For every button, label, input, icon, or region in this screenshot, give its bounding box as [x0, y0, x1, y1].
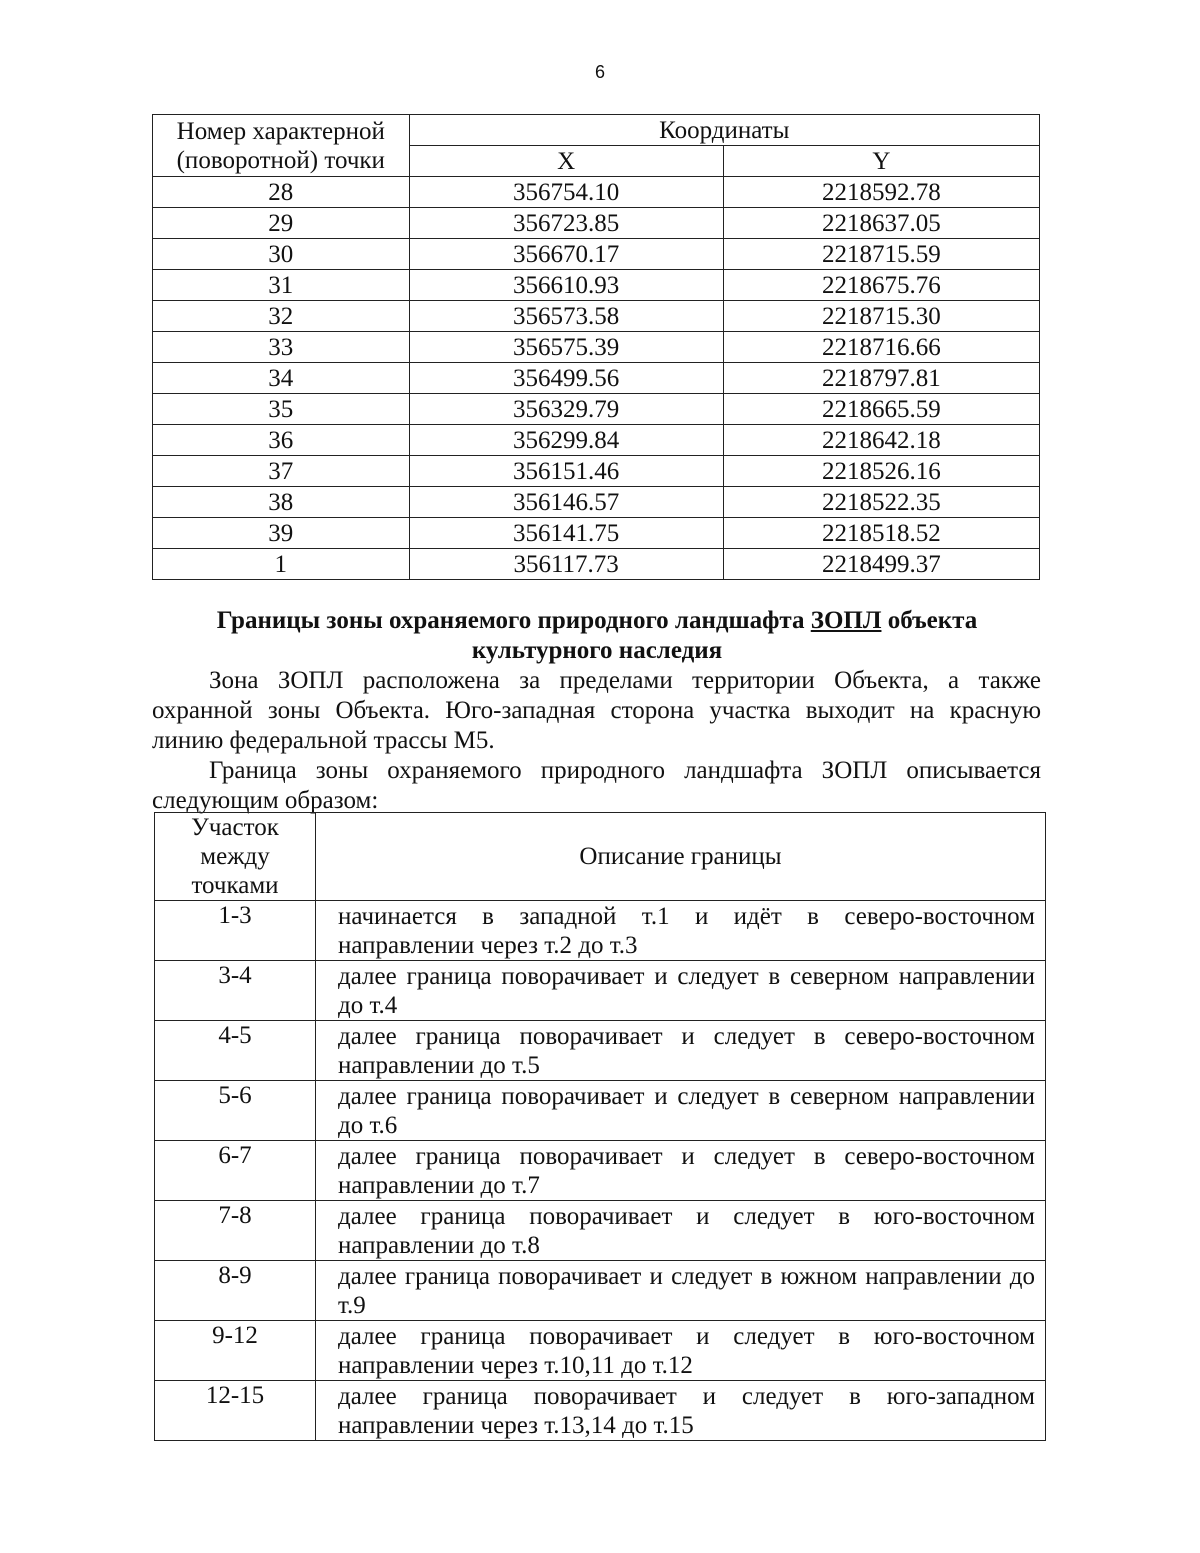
boundary-description-table	[154, 812, 1046, 1441]
y-cell: 2218665.59	[723, 394, 1039, 425]
description-table-body	[155, 901, 1046, 1441]
boundary-row	[155, 1261, 1046, 1321]
point-number-cell: 37	[153, 456, 410, 487]
description-cell: далее граница поворачивает и следует в северном направлении до т.4	[316, 961, 1046, 1021]
point-number-cell: 32	[153, 301, 410, 332]
point-number-cell: 33	[153, 332, 410, 363]
segment-header: Участок между точками	[155, 813, 316, 901]
y-cell: 2218675.76	[723, 270, 1039, 301]
boundary-row	[155, 1201, 1046, 1261]
x-cell: 356141.75	[409, 518, 723, 549]
description-cell: далее граница поворачивает и следует в юго-восточном направлении через т.10,11 до т.12	[316, 1321, 1046, 1381]
point-number-cell: 29	[153, 208, 410, 239]
section-title-part2: объекта культурного наследия	[471, 607, 978, 664]
point-number-cell: 28	[153, 177, 410, 208]
boundary-row	[155, 1141, 1046, 1201]
description-header: Описание границы	[316, 813, 1046, 901]
coordinate-row	[153, 208, 1040, 239]
segment-cell: 5-6	[155, 1081, 316, 1141]
segment-cell: 4-5	[155, 1021, 316, 1081]
y-cell: 2218637.05	[723, 208, 1039, 239]
point-number-header: Номер характерной (поворотной) точки	[153, 115, 410, 177]
x-cell: 356754.10	[409, 177, 723, 208]
coordinate-row	[153, 301, 1040, 332]
point-number-cell: 30	[153, 239, 410, 270]
boundary-row	[155, 961, 1046, 1021]
section-title	[152, 606, 1042, 666]
description-cell: далее граница поворачивает и следует в северо-восточном направлении до т.5	[316, 1021, 1046, 1081]
point-number-cell: 39	[153, 518, 410, 549]
x-cell: 356299.84	[409, 425, 723, 456]
y-cell: 2218518.52	[723, 518, 1039, 549]
coordinate-row	[153, 270, 1040, 301]
x-cell: 356117.73	[409, 549, 723, 580]
segment-cell: 6-7	[155, 1141, 316, 1201]
coordinate-row	[153, 456, 1040, 487]
segment-cell: 9-12	[155, 1321, 316, 1381]
point-number-cell: 34	[153, 363, 410, 394]
boundary-row	[155, 1321, 1046, 1381]
y-cell: 2218715.30	[723, 301, 1039, 332]
coordinate-row	[153, 363, 1040, 394]
y-cell: 2218715.59	[723, 239, 1039, 270]
x-cell: 356329.79	[409, 394, 723, 425]
description-cell: далее граница поворачивает и следует в южном направлении до т.9	[316, 1261, 1046, 1321]
description-cell: начинается в западной т.1 и идёт в северо-восточном направлении через т.2 до т.3	[316, 901, 1046, 961]
page-number: 6	[594, 62, 605, 82]
section-title-part1: Границы зоны охраняемого природного ландшафта	[216, 607, 811, 634]
boundary-row	[155, 1021, 1046, 1081]
segment-cell: 7-8	[155, 1201, 316, 1261]
coordinates-header-row	[153, 115, 1040, 146]
coordinate-row	[153, 549, 1040, 580]
description-cell: далее граница поворачивает и следует в северо-восточном направлении до т.7	[316, 1141, 1046, 1201]
description-header-row	[155, 813, 1046, 901]
segment-cell: 12-15	[155, 1381, 316, 1441]
point-number-cell: 36	[153, 425, 410, 456]
x-cell: 356575.39	[409, 332, 723, 363]
segment-cell: 1-3	[155, 901, 316, 961]
coordinates-table-body	[153, 177, 1040, 580]
coordinate-row	[153, 394, 1040, 425]
coordinate-row	[153, 177, 1040, 208]
y-cell: 2218797.81	[723, 363, 1039, 394]
coordinate-row	[153, 239, 1040, 270]
description-cell: далее граница поворачивает и следует в северном направлении до т.6	[316, 1081, 1046, 1141]
y-cell: 2218522.35	[723, 487, 1039, 518]
x-cell: 356723.85	[409, 208, 723, 239]
paragraph-boundary-intro: Граница зоны охраняемого природного ландшафта ЗОПЛ описывается следующим образом:	[152, 757, 1041, 814]
y-header: Y	[723, 146, 1039, 177]
x-cell: 356573.58	[409, 301, 723, 332]
x-cell: 356151.46	[409, 456, 723, 487]
description-cell: далее граница поворачивает и следует в юго-западном направлении через т.13,14 до т.15	[316, 1381, 1046, 1441]
x-cell: 356670.17	[409, 239, 723, 270]
boundary-row	[155, 901, 1046, 961]
x-header: X	[409, 146, 723, 177]
x-cell: 356610.93	[409, 270, 723, 301]
coordinates-table	[152, 114, 1040, 580]
y-cell: 2218592.78	[723, 177, 1039, 208]
coordinate-row	[153, 518, 1040, 549]
x-cell: 356499.56	[409, 363, 723, 394]
coordinates-header: Координаты	[409, 115, 1039, 146]
y-cell: 2218499.37	[723, 549, 1039, 580]
paragraph-zone-location: Зона ЗОПЛ расположена за пределами территории Объекта, а также охранной зоны Объекта. Юго-западная сторона участка выходит на красную линию федеральной трассы М5.	[152, 667, 1041, 754]
y-cell: 2218526.16	[723, 456, 1039, 487]
y-cell: 2218716.66	[723, 332, 1039, 363]
point-number-cell: 35	[153, 394, 410, 425]
y-cell: 2218642.18	[723, 425, 1039, 456]
segment-cell: 3-4	[155, 961, 316, 1021]
coordinate-row	[153, 487, 1040, 518]
coordinate-row	[153, 425, 1040, 456]
description-cell: далее граница поворачивает и следует в юго-восточном направлении до т.8	[316, 1201, 1046, 1261]
x-cell: 356146.57	[409, 487, 723, 518]
boundary-row	[155, 1081, 1046, 1141]
point-number-cell: 38	[153, 487, 410, 518]
coordinate-row	[153, 332, 1040, 363]
section-title-abbrev: ЗОПЛ	[810, 607, 882, 634]
point-number-cell: 31	[153, 270, 410, 301]
segment-cell: 8-9	[155, 1261, 316, 1321]
point-number-cell: 1	[153, 549, 410, 580]
boundary-row	[155, 1381, 1046, 1441]
